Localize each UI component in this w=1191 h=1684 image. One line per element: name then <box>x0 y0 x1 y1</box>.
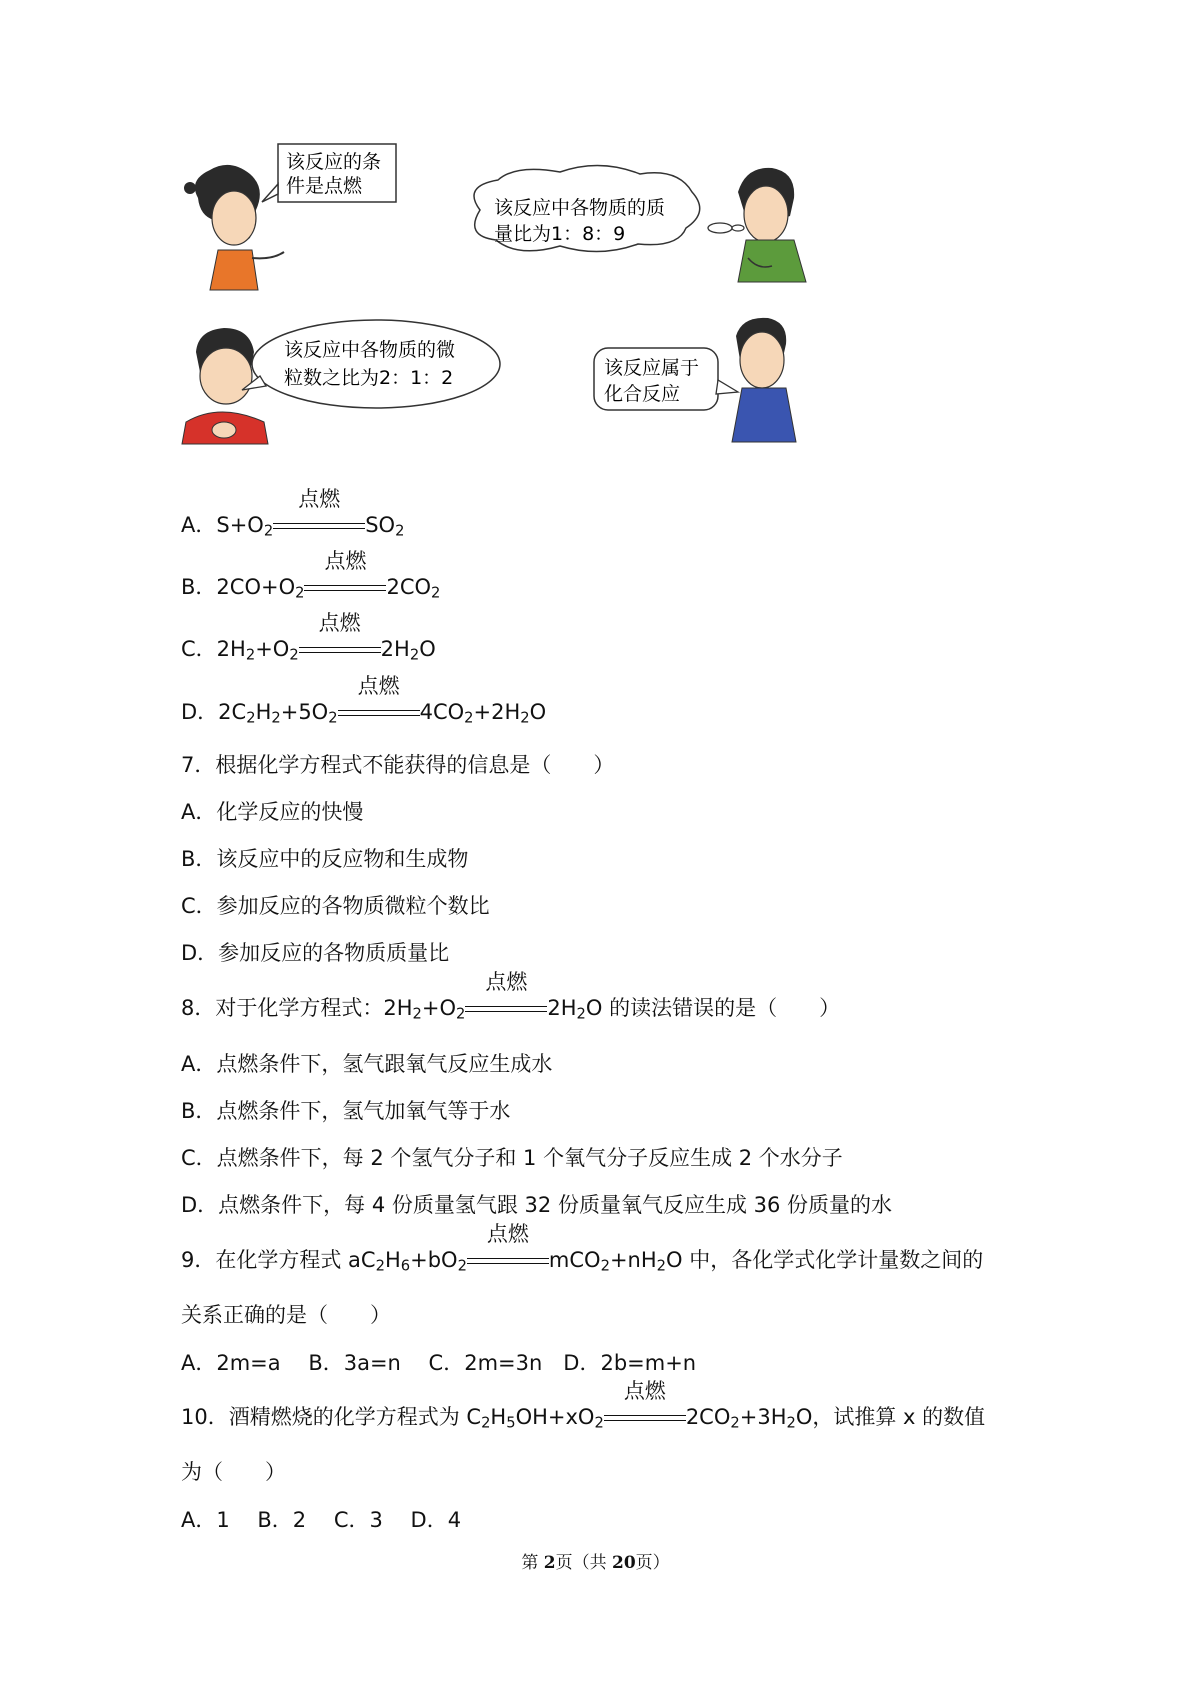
reaction-arrow: 点燃 <box>304 572 386 602</box>
q10-stem: 10．酒精燃烧的化学方程式为 $C_2H_5OH+xO_2$ 点燃 $2CO_2+3H_2O$，试推算 x 的数值 <box>181 1379 986 1432</box>
q9-stem-line2: 关系正确的是（ ） <box>181 1303 391 1327</box>
bubble-combination-line1: 该反应属于 <box>604 357 700 379</box>
bubble-mass-ratio-line1: 该反应中各物质的质 <box>494 197 666 219</box>
q7-option-a: A．化学反应的快慢 <box>181 800 364 824</box>
bubble-combination <box>594 348 738 410</box>
bubble-particle-ratio <box>242 320 500 408</box>
current-page-number: 2 <box>543 1553 556 1573</box>
q7-option-b: B．该反应中的反应物和生成物 <box>181 847 469 871</box>
boy-green-figure <box>738 168 806 282</box>
q8-option-b: B．点燃条件下，氢气加氧气等于水 <box>181 1099 511 1123</box>
bubble-combination-line2: 化合反应 <box>604 383 681 405</box>
reaction-arrow: 点燃 <box>338 697 420 727</box>
reaction-arrow: 点燃 <box>273 510 365 540</box>
bubble-mass-ratio-line2: 量比为1：8：9 <box>494 223 626 245</box>
q6-option-a: A．$S+O_2$ 点燃 $SO_2$ <box>181 487 405 540</box>
q10-options: A．1 B．2 C．3 D．4 <box>181 1508 462 1532</box>
reaction-arrow: 点燃 <box>604 1402 686 1432</box>
bubble-condition-line2: 件是点燃 <box>286 175 363 197</box>
q6-option-d: D．$2C_2H_2+5O_2$ 点燃 $4CO_2+2H_2O$ <box>181 674 547 727</box>
q7-option-c: C．参加反应的各物质微粒个数比 <box>181 894 490 918</box>
bubble-condition-line1: 该反应的条 <box>286 151 382 173</box>
bubble-mass-ratio <box>474 165 744 251</box>
reaction-arrow: 点燃 <box>467 1245 549 1275</box>
q6-option-b: B．$2CO+O_2$ 点燃 $2CO_2$ <box>181 549 441 602</box>
q8-option-a: A．点燃条件下，氢气跟氧气反应生成水 <box>181 1052 553 1076</box>
q7-stem: 7．根据化学方程式不能获得的信息是（ ） <box>181 753 615 777</box>
q8-option-d: D．点燃条件下，每 4 份质量氢气跟 32 份质量氧气反应生成 36 份质量的水 <box>181 1193 893 1217</box>
boy-blue-figure <box>732 318 796 442</box>
girl-figure <box>184 165 284 290</box>
total-pages: 20 <box>611 1553 636 1573</box>
reaction-arrow: 点燃 <box>299 634 381 664</box>
q9-options: A．2m=a B．3a=n C．2m=3n D．2b=m+n <box>181 1351 697 1375</box>
q9-stem: 9．在化学方程式 $aC_2H_6+bO_2$ 点燃 $mCO_2+nH_2O$ 中，各化学式化学计量数之间的 <box>181 1222 984 1275</box>
q10-stem-line2: 为（ ） <box>181 1460 286 1484</box>
q6-option-c: C．$2H_2+O_2$ 点燃 $2H_2O$ <box>181 611 436 664</box>
reaction-arrow: 点燃 <box>465 993 547 1023</box>
bubble-particle-ratio-line2: 粒数之比为2：1：2 <box>284 367 454 389</box>
page-footer: 第 2页（共 20页） <box>521 1553 670 1573</box>
bubble-particle-ratio-line1: 该反应中各物质的微 <box>284 339 456 361</box>
q8-option-c: C．点燃条件下，每 2 个氢气分子和 1 个氧气分子反应生成 2 个水分子 <box>181 1146 843 1170</box>
students-illustration <box>180 140 900 480</box>
q7-option-d: D．参加反应的各物质质量比 <box>181 941 450 965</box>
bubble-condition <box>262 144 396 202</box>
q8-stem: 8．对于化学方程式：$2H_2+O_2$ 点燃 $2H_2O$ 的读法错误的是（ ） <box>181 970 841 1023</box>
